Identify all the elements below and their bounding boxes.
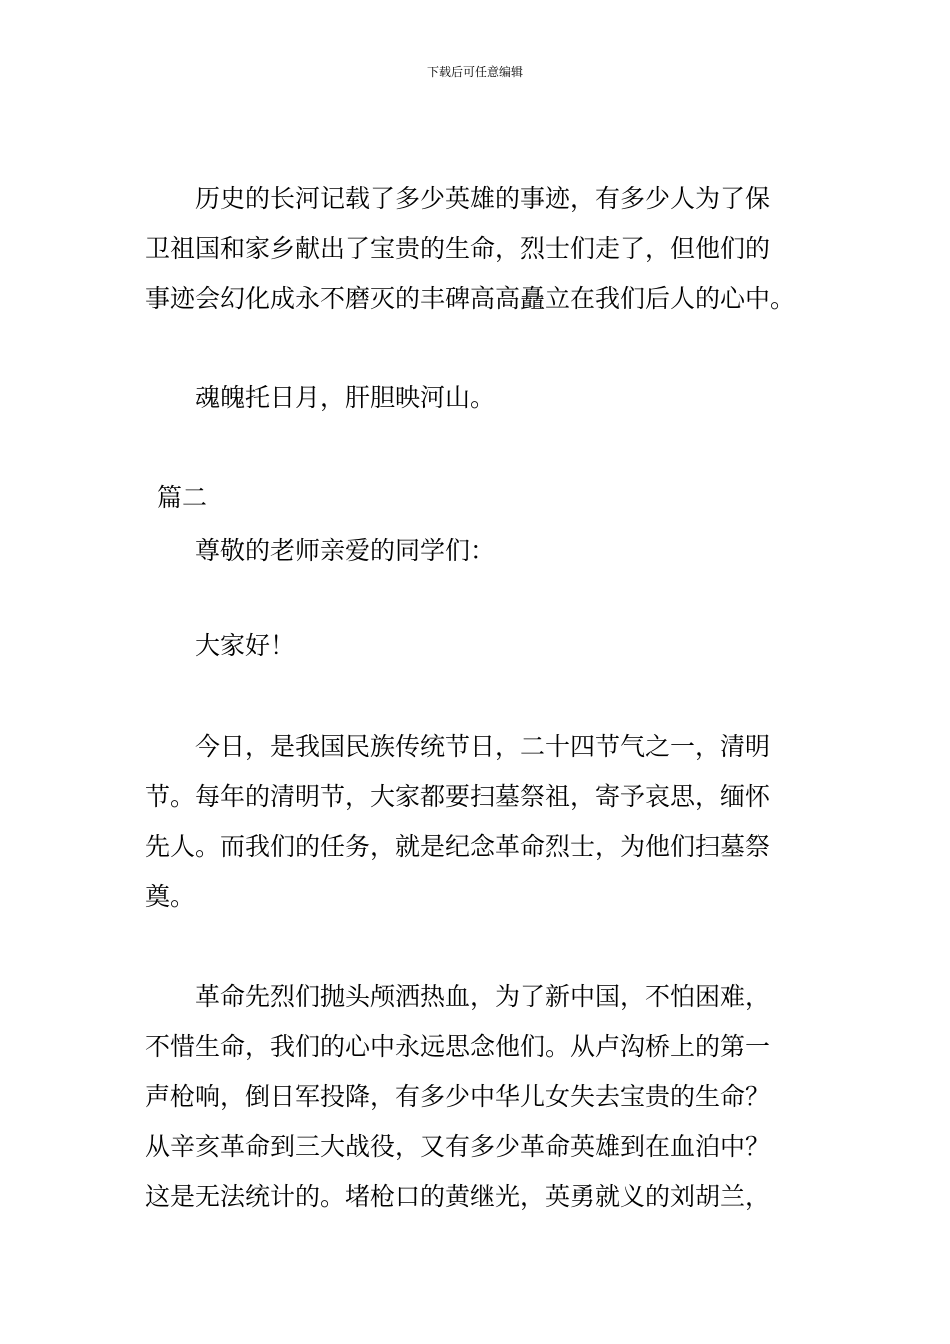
paragraph-line: 奠。 [145, 882, 196, 911]
paragraph-motto [145, 373, 810, 423]
paragraph-line: 历史的长河记载了多少英雄的事迹，有多少人为了保 [195, 184, 771, 213]
paragraph-line: 大家好！ [195, 631, 296, 660]
page-header: 下载后可任意编辑 [426, 65, 523, 79]
paragraph-qingming [145, 722, 810, 922]
paragraph-line: 今日，是我国民族传统节日，二十四节气之一，清明 [195, 732, 771, 761]
paragraph-heroes [145, 174, 810, 324]
paragraph-greeting [145, 621, 810, 671]
paragraph-line: 卫祖国和家乡献出了宝贵的生命，烈士们走了，但他们的 [145, 234, 771, 263]
section-title: 篇二 [157, 483, 208, 512]
paragraph-line: 不惜生命，我们的心中永远思念他们。从卢沟桥上的第一 [145, 1032, 771, 1061]
paragraph-line: 尊敬的老师亲爱的同学们： [195, 536, 496, 565]
paragraph-line: 声枪响，倒日军投降，有多少中华儿女失去宝贵的生命？ [145, 1082, 771, 1111]
paragraph-line: 魂魄托日月，肝胆映河山。 [195, 383, 496, 412]
paragraph-line: 从辛亥革命到三大战役，又有多少革命英雄到在血泊中？ [145, 1132, 771, 1161]
paragraph-line: 革命先烈们抛头颅洒热血，为了新中国，不怕困难， [195, 982, 771, 1011]
paragraph-line: 这是无法统计的。堵枪口的黄继光，英勇就义的刘胡兰， [145, 1182, 771, 1211]
paragraph-line: 先人。而我们的任务，就是纪念革命烈士，为他们扫墓祭 [145, 832, 771, 861]
paragraph-salutation [145, 526, 810, 576]
paragraph-line: 事迹会幻化成永不磨灭的丰碑高高矗立在我们后人的心中。 [145, 284, 796, 313]
paragraph-line: 节。每年的清明节，大家都要扫墓祭祖，寄予哀思，缅怀 [145, 782, 771, 811]
paragraph-martyrs [145, 972, 810, 1222]
